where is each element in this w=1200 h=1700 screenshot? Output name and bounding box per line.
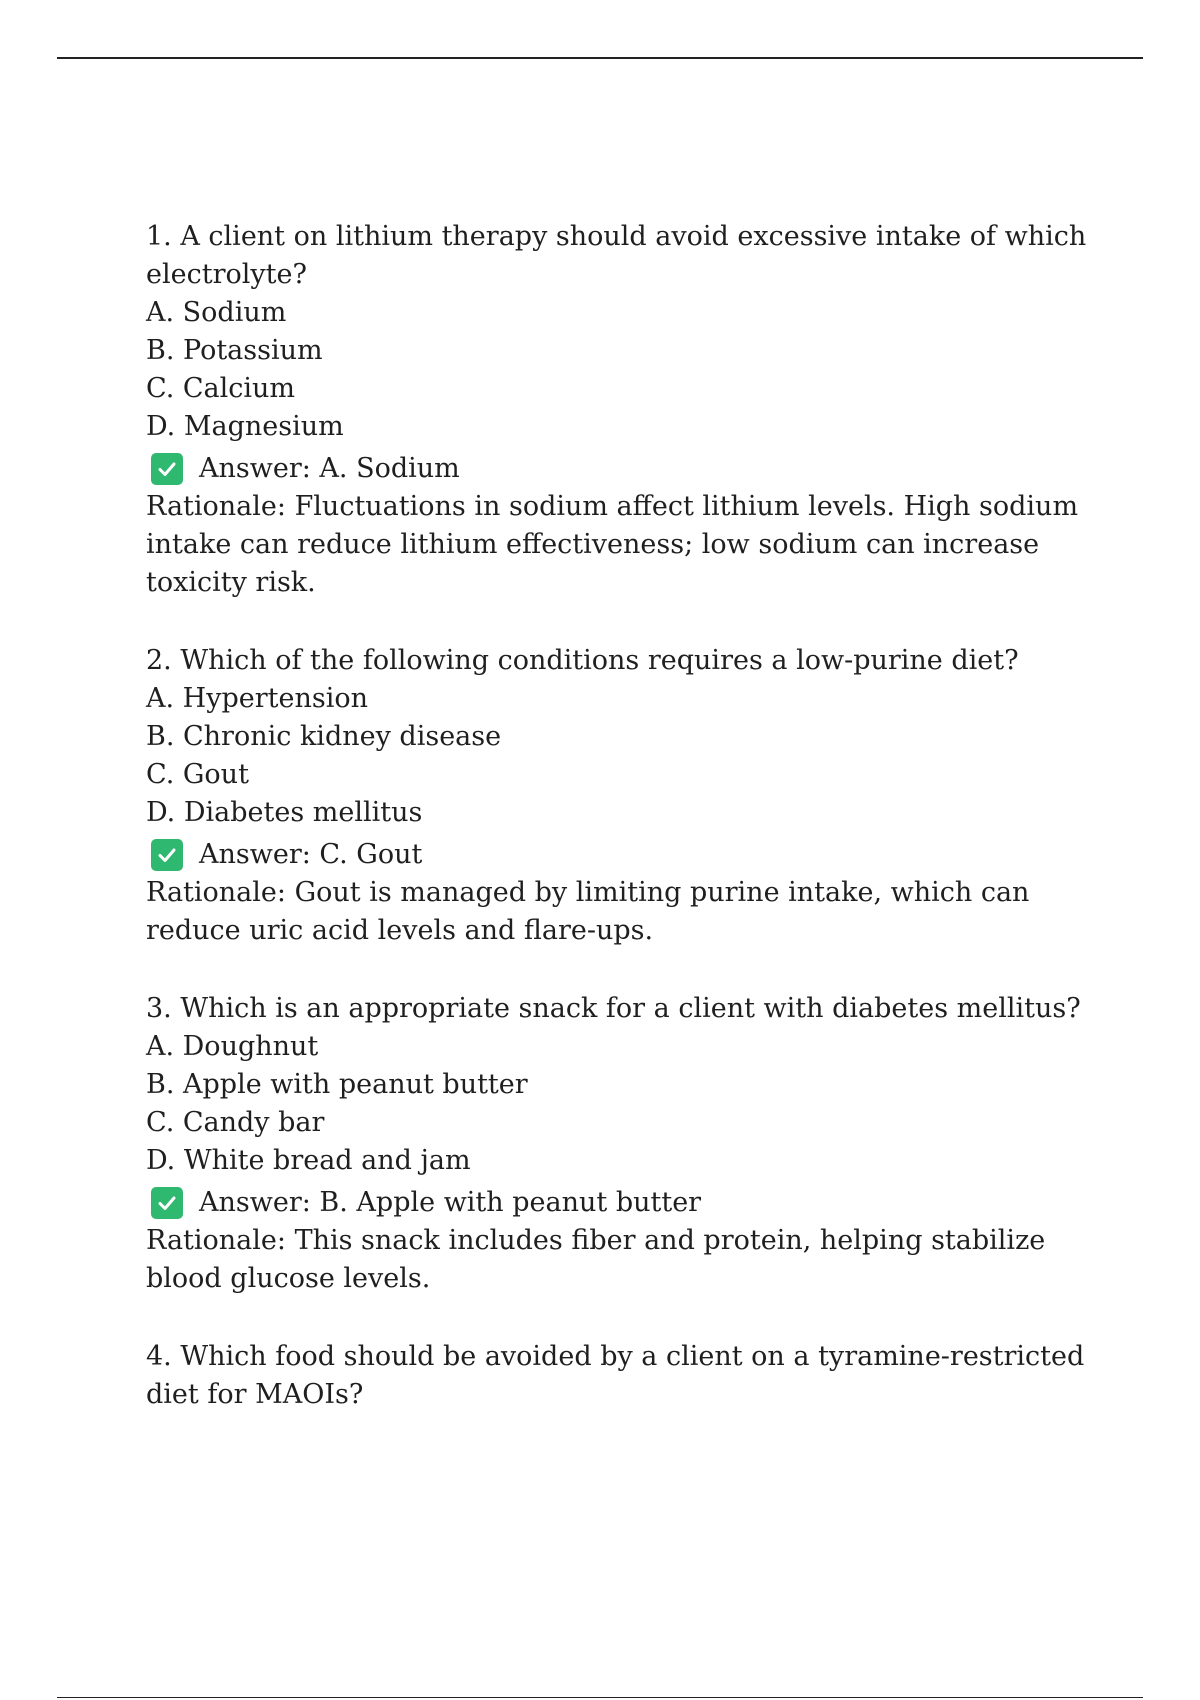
answer-text: Answer: B. Apple with peanut butter (199, 1187, 702, 1218)
answer-line (146, 450, 1096, 488)
answer-text: Answer: A. Sodium (199, 453, 460, 484)
question-1 (146, 218, 1096, 602)
option-a: A. Hypertension (146, 683, 368, 714)
option-a: A. Sodium (146, 297, 287, 328)
option-b: B. Potassium (146, 335, 323, 366)
bottom-divider (57, 1697, 1143, 1698)
answer-text: Answer: C. Gout (199, 839, 423, 870)
option-d: D. Diabetes mellitus (146, 797, 423, 828)
answer-line (146, 1184, 1096, 1222)
question-2 (146, 642, 1096, 950)
check-icon (151, 453, 183, 485)
option-a: A. Doughnut (146, 1031, 319, 1062)
check-icon (151, 839, 183, 871)
question-text: 2. Which of the following conditions requires a low-purine diet? (146, 645, 1019, 676)
option-d: D. White bread and jam (146, 1145, 471, 1176)
option-c: C. Candy bar (146, 1107, 325, 1138)
option-b: B. Chronic kidney disease (146, 721, 502, 752)
answer-line (146, 836, 1096, 874)
top-divider (57, 57, 1143, 59)
question-text: 4. Which food should be avoided by a client on a tyramine-restricted diet for MAOIs? (146, 1341, 1085, 1410)
check-icon (151, 1187, 183, 1219)
rationale-text: Rationale: This snack includes fiber and protein, helping stabilize blood glucose levels. (146, 1225, 1046, 1294)
question-text: 3. Which is an appropriate snack for a client with diabetes mellitus? (146, 993, 1081, 1024)
question-list (146, 218, 1096, 1454)
rationale-text: Rationale: Gout is managed by limiting purine intake, which can reduce uric acid levels and flare-ups. (146, 877, 1030, 946)
question-text: 1. A client on lithium therapy should avoid excessive intake of which electrolyte? (146, 221, 1087, 290)
question-4 (146, 1338, 1096, 1414)
question-3 (146, 990, 1096, 1298)
option-b: B. Apple with peanut butter (146, 1069, 528, 1100)
option-c: C. Gout (146, 759, 249, 790)
option-d: D. Magnesium (146, 411, 344, 442)
rationale-text: Rationale: Fluctuations in sodium affect lithium levels. High sodium intake can reduce lithium effectiveness; low sodium can increase toxicity risk. (146, 491, 1079, 598)
option-c: C. Calcium (146, 373, 296, 404)
